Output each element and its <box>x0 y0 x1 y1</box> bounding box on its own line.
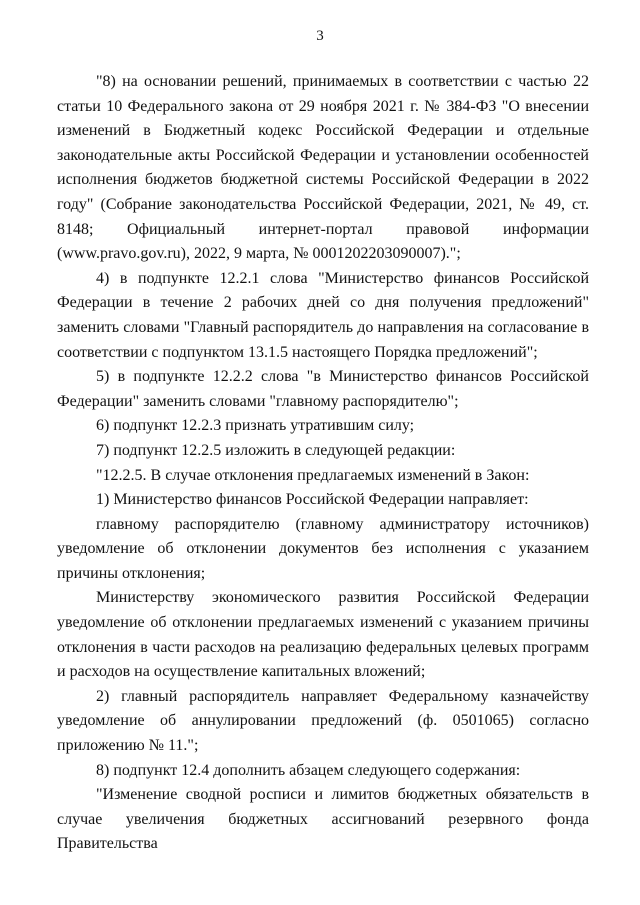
paragraph-minec-notice: Министерству экономического развития Российской Федерации уведомление об отклонении предлагаемых изменений с указанием причины отклонения в части расходов на реализацию федеральных целевых программ и расходов на осуществление капитальных вложений; <box>57 589 589 681</box>
paragraph-item-8-basis: "8) на основании решений, принимаемых в соответствии с частью 22 статьи 10 Федерального закона от 29 ноября 2021 г. № 384-ФЗ "О внесении изменений в Бюджетный кодекс Российской Федерации и отдельные законодательные акты Российской Федерации и установлении особенностей исполнения бюджетов бюджетной системы Российской Федерации в 2022 году" (Собрание законодательства Российской Федерации, 2021, № 49, ст. 8148; Официальный интернет-портал правовой информации (www.pravo.gov.ru), 2022, 9 марта, № 0001202203090007)."; <box>57 73 589 263</box>
paragraph-main-manager-notice: главному распорядителю (главному администратору источников) уведомление об отклонении документов без исполнения с указанием причины отклонения; <box>57 515 589 582</box>
paragraph-minfin-sends: 1) Министерство финансов Российской Федерации направляет: <box>96 491 529 509</box>
paragraph-12-2-5-heading: "12.2.5. В случае отклонения предлагаемых изменений в Закон: <box>96 466 530 484</box>
paragraph-reserve-fund: "Изменение сводной росписи и лимитов бюджетных обязательств в случае увеличения бюджетных ассигнований резервного фонда Правительства <box>57 786 589 853</box>
page-number: 3 <box>316 28 324 44</box>
paragraph-subitem-12-4: 8) подпункт 12.4 дополнить абзацем следующего содержания: <box>96 761 521 779</box>
paragraph-subitem-12-2-2: 5) в подпункте 12.2.2 слова "в Министерство финансов Российской Федерации" заменить словами "главному распорядителю"; <box>57 368 589 410</box>
paragraph-subitem-12-2-3: 6) подпункт 12.2.3 признать утратившим силу; <box>96 417 415 435</box>
paragraph-subitem-12-2-1: 4) в подпункте 12.2.1 слова "Министерство финансов Российской Федерации в течение 2 рабочих дней со дня получения предложений" заменить словами "Главный распорядитель до направления на согласование в соответствии с подпунктом 13.1.5 настоящего Порядка предложений"; <box>57 269 589 361</box>
document-body <box>57 70 589 857</box>
paragraph-treasury-notice: 2) главный распорядитель направляет Федеральному казначейству уведомление об аннулировании предложений (ф. 0501065) согласно приложению № 11."; <box>57 687 589 755</box>
paragraph-subitem-12-2-5: 7) подпункт 12.2.5 изложить в следующей редакции: <box>96 441 456 459</box>
